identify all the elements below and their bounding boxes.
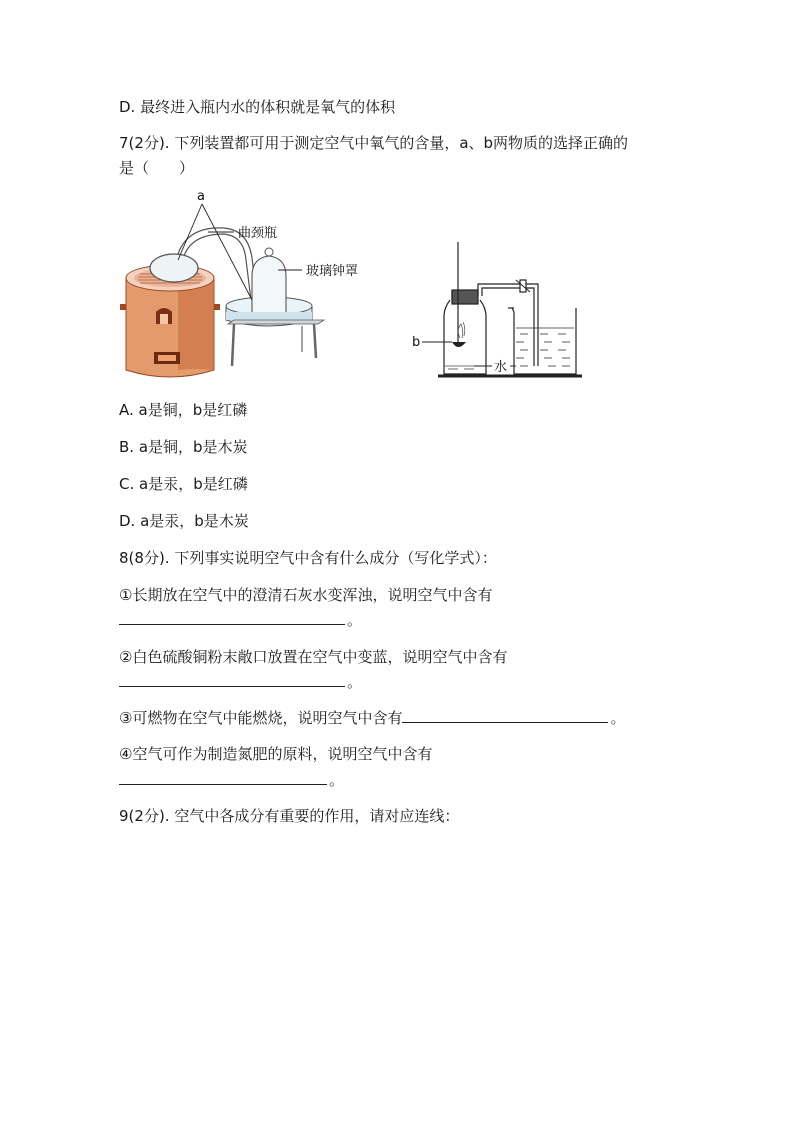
- answer-blank[interactable]: [119, 608, 345, 625]
- q7-option-c: C. a是汞，b是红磷: [119, 475, 248, 493]
- label-water: 水: [494, 360, 508, 375]
- q8-answer-1: 。: [119, 608, 362, 631]
- q6-option-d: D. 最终进入瓶内水的体积就是氧气的体积: [119, 98, 396, 116]
- beaker-icon: [508, 308, 576, 374]
- q8-answer-4: 。: [119, 768, 344, 791]
- q8-stem: 8(8分). 下列事实说明空气中含有什么成分（写化学式）：: [119, 549, 497, 567]
- answer-blank[interactable]: [402, 706, 608, 723]
- q8-item-3: ③可燃物在空气中能燃烧，说明空气中含有: [119, 709, 403, 727]
- label-curved-flask: 曲颈瓶: [238, 226, 278, 241]
- answer-blank[interactable]: [119, 768, 327, 785]
- q8-item-4: ④空气可作为制造氮肥的原料，说明空气中含有: [119, 745, 433, 763]
- label-b: b: [412, 335, 421, 350]
- q7-stem-line2: 是（ ）: [119, 159, 195, 177]
- q9-stem: 9(2分). 空气中各成分有重要的作用，请对应连线：: [119, 807, 460, 825]
- q8-item-1: ①长期放在空气中的澄清石灰水变浑浊，说明空气中含有: [119, 586, 493, 604]
- answer-blank[interactable]: [119, 670, 345, 687]
- q7-option-b: B. a是铜，b是木炭: [119, 438, 248, 456]
- q8-item-3-line: ③可燃物在空气中能燃烧，说明空气中含有 。: [119, 706, 625, 729]
- tube-icon: [478, 280, 538, 366]
- q7-option-a: A. a是铜，b是红磷: [119, 401, 248, 419]
- label-a: a: [197, 189, 205, 204]
- q8-item-2: ②白色硫酸铜粉末敞口放置在空气中变蓝，说明空气中含有: [119, 648, 508, 666]
- q7-stem-line1: 7(2分). 下列装置都可用于测定空气中氧气的含量，a、b两物质的选择正确的: [119, 134, 629, 152]
- label-bell-jar: 玻璃钟罩: [306, 264, 359, 279]
- beaker-water: [516, 328, 574, 366]
- lavoisier-apparatus-figure: [118, 188, 378, 388]
- bottle-beaker-apparatus-figure: [408, 236, 590, 382]
- q7-option-d: D. a是汞，b是木炭: [119, 512, 249, 530]
- bottle-icon: [444, 242, 486, 374]
- q8-answer-2: 。: [119, 670, 362, 693]
